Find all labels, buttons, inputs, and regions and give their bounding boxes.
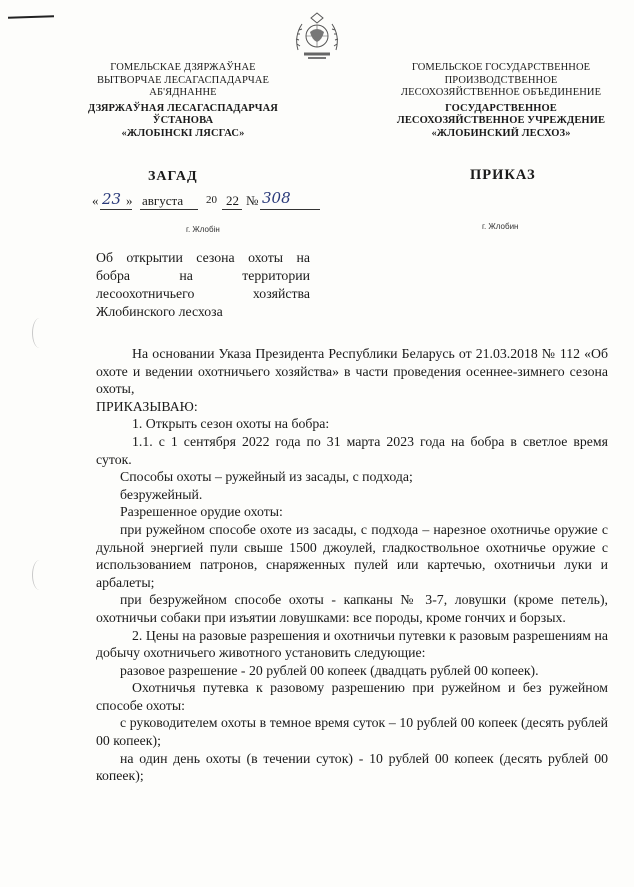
header-left-belarusian [84, 62, 282, 140]
title-zagad: ЗАГАД [148, 169, 198, 184]
open-quote: « [92, 193, 99, 208]
org-line: ВЫТВОРЧАЕ ЛЕСАГАСПАДАРЧАЕ [96, 74, 270, 86]
year-suffix: 22 [226, 193, 239, 208]
subject-line: лесоохотничьего хозяйства [96, 286, 310, 301]
org-line: АБ'ЯДНАННЕ [149, 87, 217, 98]
order-subject [96, 249, 310, 321]
paragraph-item-1-1: 1.1. с 1 сентября 2022 года по 31 марта 2023 года на бобра в светлое время суток. [96, 433, 608, 467]
underline [140, 209, 198, 210]
punch-hole-mark [32, 318, 47, 348]
org-name-bold: «ЖЛОБІНСКІ ЛЯСГАС» [121, 127, 245, 139]
org-line: ГОМЕЛЬСКАЕ ДЗЯРЖАЎНАЕ [110, 62, 256, 73]
org-line: ПРОИЗВОДСТВЕННОЕ [444, 74, 558, 86]
underline [100, 209, 132, 210]
paragraph-night: с руководителем охоты в темное время суток – 10 рублей 00 копеек (десять рублей 00 копеек); [96, 715, 608, 749]
paragraph-weapons: Разрешенное орудие охоты: [120, 504, 283, 520]
paragraph-preamble: На основании Указа Президента Республики Беларусь от 21.03.2018 № 112 «Об охоте и ведении охотничьего хозяйства» в части проведения осеннее-зимнего сезона охоты, [96, 346, 608, 397]
org-line: ЛЕСОХОЗЯЙСТВЕННОЕ ОБЪЕДИНЕНИЕ [400, 87, 602, 98]
paragraph-methods-2: безружейный. [120, 486, 203, 502]
paragraph-item-2: 2. Цены на разовые разрешения и охотничьи путевки к разовым разрешениям на добычу охотничьего животного установить следующие: [96, 627, 608, 661]
subject-line: Об открытии сезона охоты на [96, 250, 310, 265]
number-sign: № [246, 193, 259, 208]
org-name-bold: ЎСТАНОВА [152, 115, 214, 126]
paragraph-permit: разовое разрешение - 20 рублей 00 копеек (двадцать рублей 00 копеек). [120, 662, 539, 678]
title-prikaz: ПРИКАЗ [470, 167, 536, 183]
underline [260, 209, 320, 210]
paragraph-order-word: ПРИКАЗЫВАЮ: [96, 398, 198, 414]
paragraph-voucher: Охотничья путевка к разовому разрешению при ружейном и без ружейном способе охоты: [96, 680, 608, 713]
paragraph-one-day: на один день охоты (в течении суток) - 10 рублей 00 копеек (десять рублей 00 копеек); [96, 750, 608, 784]
underline [222, 209, 242, 210]
org-name-bold: ГОСУДАРСТВЕННОЕ [445, 102, 557, 114]
punch-hole-mark [32, 560, 47, 590]
org-name-bold: «ЖЛОБИНСКИЙ ЛЕСХОЗ» [431, 127, 571, 139]
org-name-bold: ДЗЯРЖАЎНАЯ ЛЕСАГАСПАДАРЧАЯ [88, 102, 278, 114]
order-number-handwritten: 308 [262, 189, 291, 207]
subject-line: бобра на территории [96, 268, 310, 283]
paragraph-rifle: при ружейном способе охоте из засады, с подхода – нарезное охотничье оружие с дульной энергией пули свыше 1500 джоулей, гладкоствольное охотничье оружие с использованием патронов, снаряженных пулей или картечью, охотничьи луки и арбалеты; [96, 521, 608, 590]
corner-pen-mark [8, 15, 54, 19]
org-line: ГОМЕЛЬСКОЕ ГОСУДАРСТВЕННОЕ [411, 62, 591, 73]
city-right: г. Жлобин [482, 222, 519, 231]
paragraph-traps: при безружейном способе охоты - капканы № 3-7, ловушки (кроме петель), охотничьи собаки при изъятии ловушками: все породы, кроме гончих и борзых. [96, 592, 608, 625]
coat-of-arms-icon [290, 10, 344, 64]
paragraph-methods: Способы охоты – ружейный из засады, с подхода; [120, 469, 413, 485]
org-name-bold: ЛЕСОХОЗЯЙСТВЕННОЕ УЧРЕЖДЕНИЕ [396, 115, 606, 126]
header-right-russian [374, 62, 628, 140]
year-prefix: 20 [206, 194, 217, 206]
order-body [96, 345, 608, 785]
subject-line: Жлобинского лесхоза [96, 304, 223, 319]
city-left: г. Жлобін [186, 225, 220, 234]
date-number-line [92, 189, 322, 213]
close-quote: » [126, 193, 133, 208]
date-day-handwritten: 23 [102, 190, 122, 208]
paragraph-item-1: 1. Открыть сезон охоты на бобра: [132, 416, 330, 432]
date-month: августа [142, 193, 184, 208]
